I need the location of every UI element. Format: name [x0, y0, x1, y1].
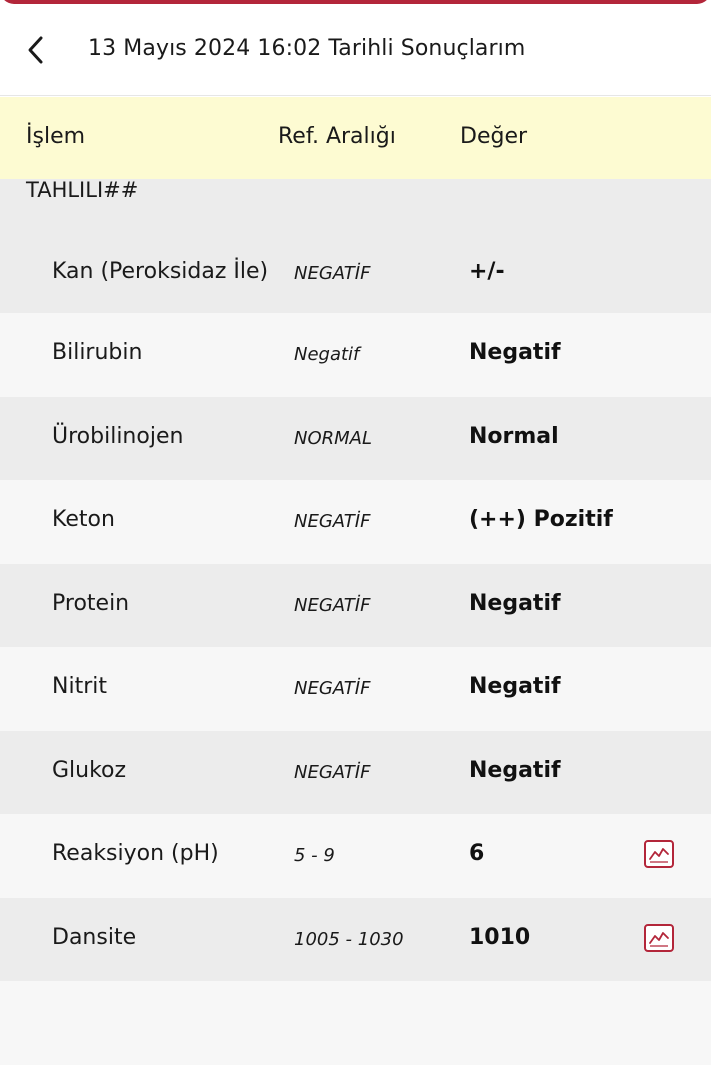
table-row — [0, 564, 711, 648]
row-name: Protein — [52, 590, 130, 616]
column-header-ref: Ref. Aralığı — [278, 124, 396, 149]
results-list — [0, 229, 711, 1065]
trend-chart-button[interactable] — [643, 839, 675, 869]
row-value: (++) Pozitif — [469, 507, 613, 532]
chevron-left-icon — [24, 35, 48, 65]
table-row — [0, 397, 711, 481]
section-title: TAHLILI## — [26, 178, 139, 202]
top-accent-strip — [0, 0, 711, 8]
table-row — [0, 313, 711, 397]
table-row — [0, 814, 711, 898]
table-row — [0, 229, 711, 313]
row-ref: 5 - 9 — [294, 845, 335, 866]
row-value: 1010 — [469, 924, 531, 950]
row-name: Bilirubin — [52, 340, 143, 365]
row-ref: NEGATİF — [294, 594, 371, 616]
page-title: 13 Mayıs 2024 16:02 Tarihli Sonuçlarım — [88, 36, 526, 61]
table-row-partial — [0, 981, 711, 1065]
row-ref: Negatif — [294, 344, 360, 365]
row-name: Nitrit — [52, 674, 107, 699]
row-name: Reaksiyon (pH) — [52, 841, 219, 866]
table-row — [0, 898, 711, 982]
table-row — [0, 647, 711, 731]
row-ref: NEGATİF — [294, 678, 371, 699]
line-chart-icon — [643, 839, 675, 869]
row-name: Dansite — [52, 924, 137, 950]
row-name: Kan (Peroksidaz İle) — [52, 259, 269, 284]
row-name: Keton — [52, 507, 115, 532]
line-chart-icon — [643, 923, 675, 953]
app-header — [0, 8, 711, 96]
row-value: Negatif — [469, 674, 561, 699]
section-label — [0, 179, 711, 229]
row-value: Negatif — [469, 340, 561, 365]
row-ref: NEGATİF — [294, 263, 371, 284]
table-row — [0, 480, 711, 564]
table-row — [0, 731, 711, 815]
row-name: Ürobilinojen — [52, 423, 184, 449]
column-header-deger: Değer — [460, 124, 528, 149]
row-ref: NORMAL — [294, 427, 373, 449]
row-value: Normal — [469, 423, 559, 449]
row-value: +/- — [469, 259, 505, 284]
row-ref: 1005 - 1030 — [294, 928, 404, 950]
back-button[interactable] — [18, 32, 54, 68]
row-name: Glukoz — [52, 757, 127, 783]
row-value: Negatif — [469, 757, 561, 783]
row-value: 6 — [469, 841, 485, 866]
row-ref: NEGATİF — [294, 511, 371, 532]
table-header — [0, 97, 711, 179]
column-header-islem: İşlem — [26, 124, 86, 149]
row-value: Negatif — [469, 590, 561, 616]
row-ref: NEGATİF — [294, 761, 371, 783]
trend-chart-button[interactable] — [643, 923, 675, 953]
